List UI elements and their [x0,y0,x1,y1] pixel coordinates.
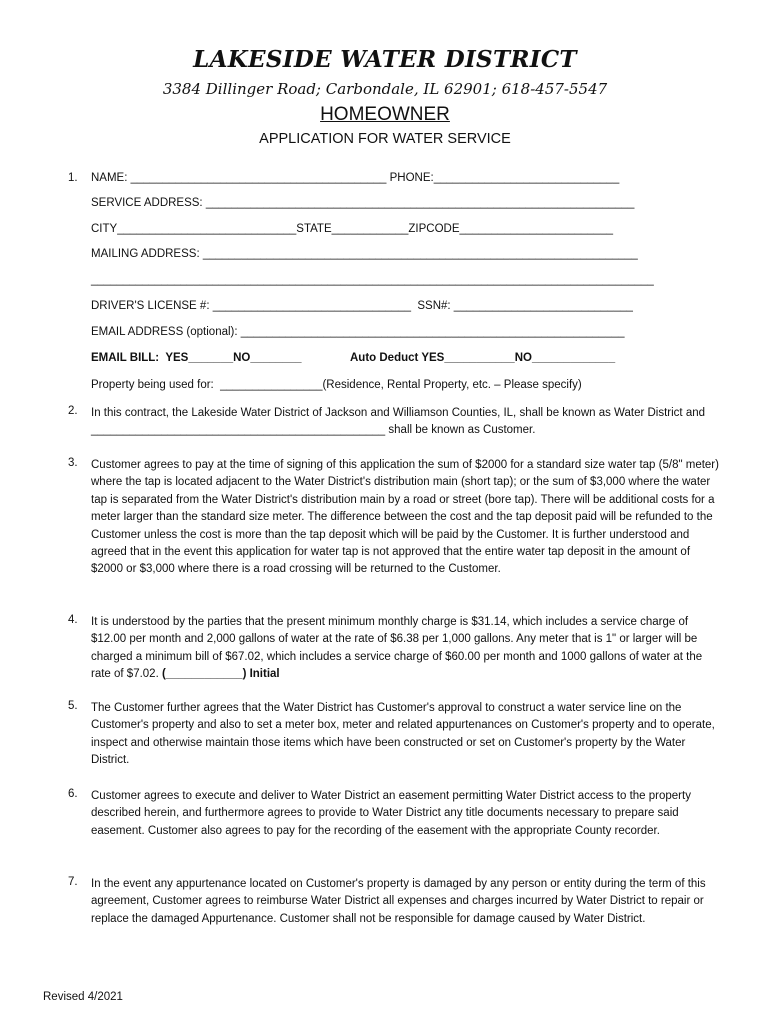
section-4-text: It is understood by the parties that the present minimum monthly charge is $31.14, which includes a service charge of $12.00 per month and 2,000 gallons of water at the rate of $6.38 per 1,000 gallons. Any meter that is 1" or larger will be charged a minimum bill of $67.02, which includes a service charge of $60.00 per month and 1000 gallons of water at the rate of $7.02. [91,616,703,681]
section-6-text: Customer agrees to execute and deliver to Water District an easement permitting Water District access to the property described herein, and furthermore agrees to provide to Water District any title documents necessary to prepare said easement. Customer also agrees to pay for the recording of the easement with the appropriate County recorder. [91,790,691,837]
initial-field[interactable]: (____________) Initial [161,668,280,681]
district-address: 3384 Dillinger Road; Carbondale, IL 62901; 618-457-5547 [162,80,608,98]
section-5-number: 5. [68,700,78,712]
section-4-number: 4. [68,614,78,626]
service-address-field[interactable]: SERVICE ADDRESS: ___________________________________________________________________ [91,197,635,209]
section-7-number: 7. [68,876,78,888]
city-state-zip-field[interactable]: CITY____________________________STATE____________ZIPCODE________________________ [91,223,613,235]
section-5-text: The Customer further agrees that the Water District has Customer's approval to construct a water service line on the Customer's property and also to set a meter box, meter and related appurtenances on Customer's property and to operate, inspect and otherwise maintain those items which have been constructed or set on Customer's property by the Water District. [91,702,715,767]
section-1-number: 1. [68,172,78,184]
mailing-address-field[interactable]: MAILING ADDRESS: ____________________________________________________________________ [91,248,638,260]
homeowner-heading: HOMEOWNER [320,104,450,125]
district-title: LAKESIDE WATER DISTRICT [193,46,577,73]
section-2-number: 2. [68,405,78,417]
property-use-field[interactable]: Property being used for: ________________(Residence, Rental Property, etc. – Please specify) [91,379,582,391]
section-2-text: In this contract, the Lakeside Water District of Jackson and Williamson Counties, IL, shall be known as Water District and ______________________________________________ shall be known as Customer. [91,407,706,437]
section-3-text: Customer agrees to pay at the time of signing of this application the sum of $2000 for a standard size water tap (5/8" meter) where the tap is located adjacent to the Water District's distribution main (short tap); or the sum of $3,000 where the water tap is separated from the Water District's distribution main by a road or street (bore tap). There will be additional costs for a meter larger than the standard size meter. The difference between the cost and the tap deposit paid will be refunded to the Customer unless the cost is more than the tap deposit which will be paid by the Customer. It is further understood and agreed that in the event this application for water tap is not approved that the entire water tap deposit in the amount of $2000 or $3,000 where there is a road crossing will be returned to the Customer. [91,459,719,576]
mailing-address-line-2[interactable]: ________________________________________________________________________________________ [91,274,654,286]
name-phone-field[interactable]: NAME: ________________________________________ PHONE:_____________________________ [91,172,620,184]
email-bill-choice[interactable]: EMAIL BILL: YES_______NO________ [91,352,302,364]
section-7-text: In the event any appurtenance located on Customer's property is damaged by any person or entity during the term of this agreement, Customer agrees to reimburse Water District all expenses and charges incurred by Water District to repair or replace the damaged Appurtenance. Customer shall not be responsible for damage caused by Water District. [91,878,706,925]
section-4-paragraph [91,614,723,684]
email-address-field[interactable]: EMAIL ADDRESS (optional): ____________________________________________________________ [91,326,625,338]
auto-deduct-choice[interactable]: Auto Deduct YES___________NO_____________ [350,352,616,364]
revision-date: Revised 4/2021 [43,991,123,1003]
form-subtitle: APPLICATION FOR WATER SERVICE [259,131,511,147]
section-3-number: 3. [68,457,78,469]
section-6-number: 6. [68,788,78,800]
license-ssn-field[interactable]: DRIVER'S LICENSE #: _______________________________ SSN#: ____________________________ [91,300,633,312]
